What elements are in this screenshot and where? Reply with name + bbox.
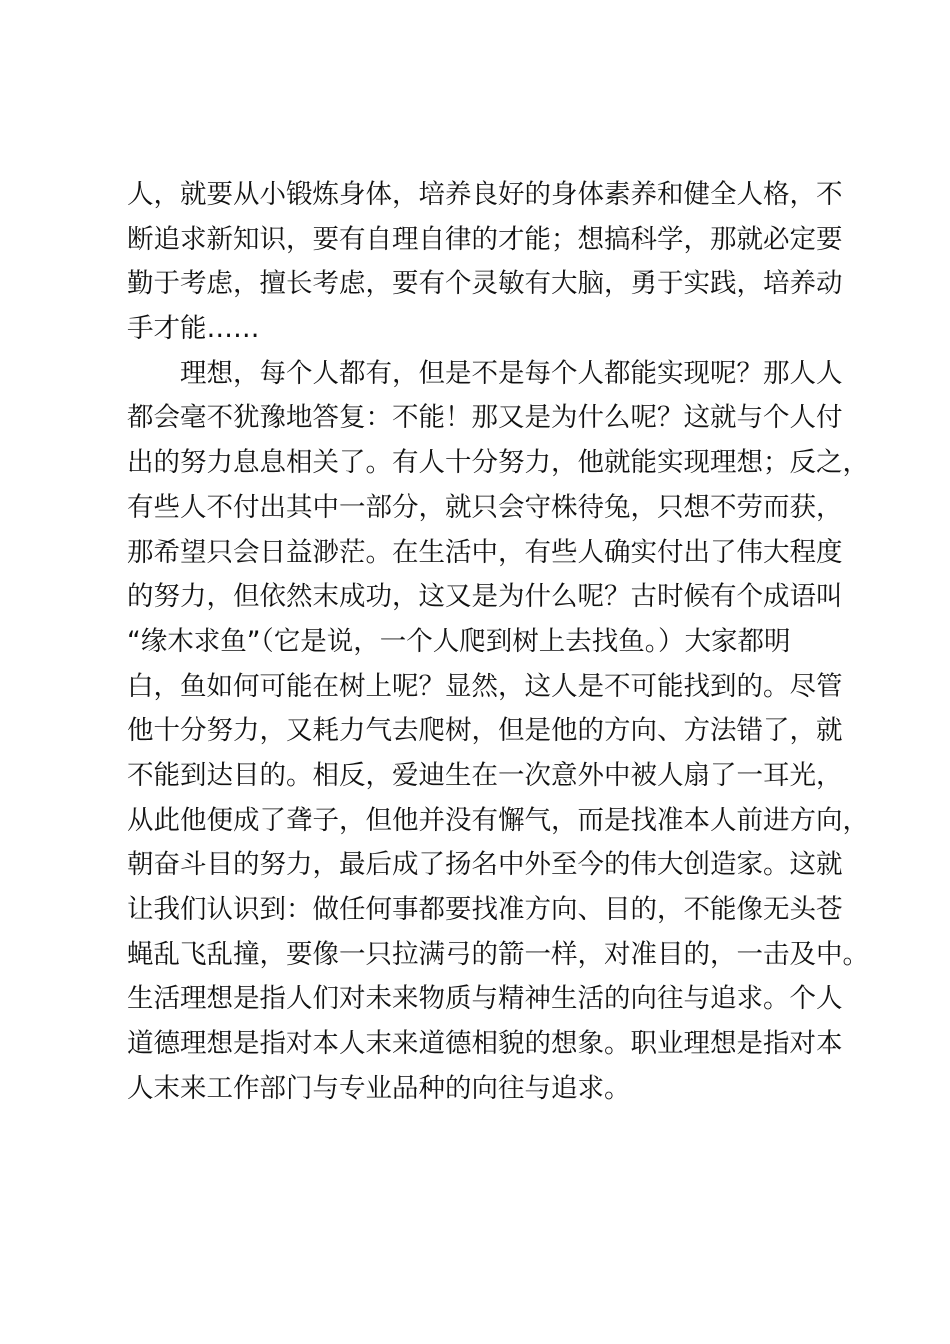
text-line: “缘木求鱼”（它是说，一个人爬到树上去找鱼。）大家都明 [127, 625, 791, 657]
text-line: 的努力，但依然末成功，这又是为什么呢？古时候有个成语叫 [127, 581, 843, 613]
text-line: 朝奋斗目的努力，最后成了扬名中外至今的伟大创造家。这就 [127, 849, 843, 881]
text-line: 手才能…… [127, 313, 260, 345]
text-line: 不能到达目的。相反，爱迪生在一次意外中被人扇了一耳光， [127, 759, 843, 791]
text-line: 出的努力息息相关了。有人十分努力，他就能实现理想；反之， [127, 447, 869, 479]
text-line: 那希望只会日益渺茫。在生活中，有些人确实付出了伟大程度 [127, 536, 843, 568]
text-line: 断追求新知识，要有自理自律的才能；想搞科学，那就必定要 [127, 223, 843, 255]
text-line: 人末来工作部门与专业品种的向往与追求。 [127, 1072, 631, 1104]
text-line: 从此他便成了聋子，但他并没有懈气，而是找准本人前进方向， [127, 804, 869, 836]
text-line: 蝇乱飞乱撞，要像一只拉满弓的箭一样，对准目的，一击及中。 [127, 938, 869, 970]
text-line: 道德理想是指对本人末来道德相貌的想象。职业理想是指对本 [127, 1028, 843, 1060]
text-line: 都会毫不犹豫地答复：不能！那又是为什么呢？这就与个人付 [127, 402, 843, 434]
text-line: 理想，每个人都有，但是不是每个人都能实现呢？那人人 [180, 357, 843, 389]
text-line: 他十分努力，又耗力气去爬树，但是他的方向、方法错了，就 [127, 715, 843, 747]
text-line: 白，鱼如何可能在树上呢？显然，这人是不可能找到的。尽管 [127, 670, 843, 702]
document-body [127, 173, 867, 1111]
text-line: 让我们认识到：做任何事都要找准方向、目的，不能像无头苍 [127, 894, 843, 925]
text-line: 生活理想是指人们对未来物质与精神生活的向往与追求。个人 [127, 983, 843, 1015]
text-line: 有些人不付出其中一部分，就只会守株待兔，只想不劳而获， [127, 491, 843, 523]
text-line: 人，就要从小锻炼身体，培养良好的身体素养和健全人格，不 [127, 179, 843, 210]
text-line: 勤于考虑，擅长考虑，要有个灵敏有大脑，勇于实践，培养动 [127, 268, 843, 300]
